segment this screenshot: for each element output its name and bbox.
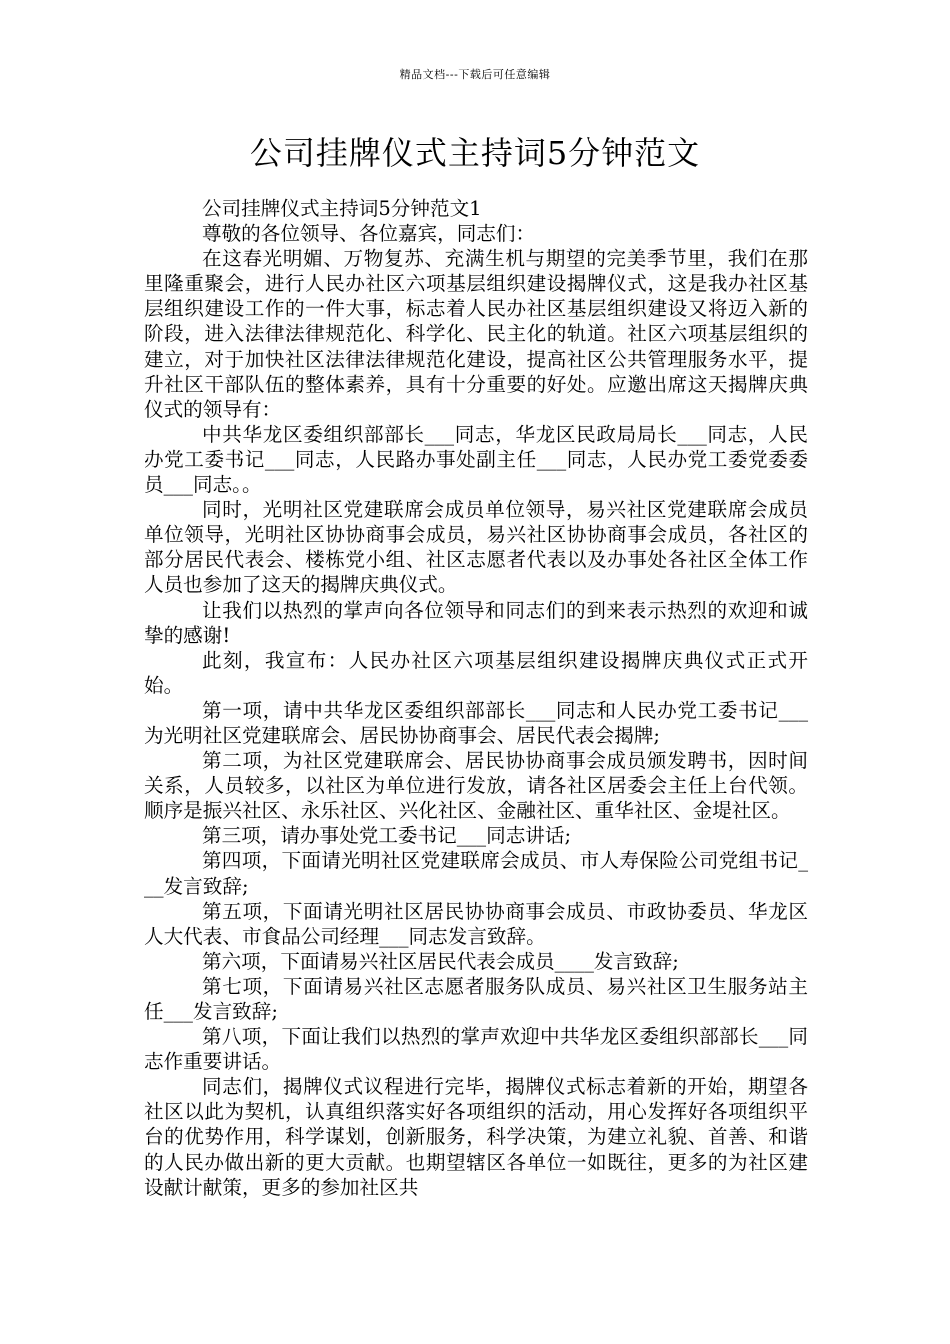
paragraph: 同时，光明社区党建联席会成员单位领导，易兴社区党建联席会成员单位领导，光明社区协协商事会成员，易兴社区协协商事会成员，各社区的部分居民代表会、楼栋党小组、社区志愿者代表以及办事处各社区全体工作人员也参加了这天的揭牌庆典仪式。 [144,498,808,597]
paragraph-subtitle: 公司挂牌仪式主持词5分钟范文1 [202,197,482,220]
paragraph: 此刻，我宣布：人民办社区六项基层组织建设揭牌庆典仪式正式开始。 [144,648,808,697]
paragraph-item-2: 第二项，为社区党建联席会、居民协协商事会成员颁发聘书，因时间关系，人员较多，以社区为单位进行发放，请各社区居委会主任上台代领。顺序是振兴社区、永乐社区、兴化社区、金融社区、重华社区、金堤社区。 [144,749,808,823]
paragraph: 在这春光明媚、万物复苏、充满生机与期望的完美季节里，我们在那里隆重聚会，进行人民办社区六项基层组织建设揭牌仪式，这是我办社区基层组织建设工作的一件大事，标志着人民办社区基层组织建设又将迈入新的阶段，进入法律法律规范化、科学化、民主化的轨道。社区六项基层组织的建立，对于加快社区法律法律规范化建设，提高社区公共管理服务水平，提升社区干部队伍的整体素养，具有十分重要的好处。应邀出席这天揭牌庆典仪式的领导有： [144,247,808,421]
paragraph: 中共华龙区委组织部部长___同志，华龙区民政局局长___同志，人民办党工委书记___同志，人民路办事处副主任___同志，人民办党工委党委委员___同志。。 [144,422,808,497]
paragraph-item-5: 第五项，下面请光明社区居民协协商事会成员、市政协委员、华龙区人大代表、市食品公司经理___同志发言致辞。 [144,899,808,948]
paragraph-item-6: 第六项，下面请易兴社区居民代表会成员____发言致辞; [202,949,679,973]
header-note: 精品文档---下载后可任意编辑 [399,68,551,81]
paragraph-item-1: 第一项，请中共华龙区委组织部部长___同志和人民办党工委书记___为光明社区党建联席会、居民协协商事会、居民代表会揭牌; [144,698,808,747]
paragraph-closing: 同志们，揭牌仪式议程进行完毕，揭牌仪式标志着新的开始，期望各社区以此为契机，认真组织落实好各项组织的活动，用心发挥好各项组织平台的优势作用，科学谋划，创新服务，科学决策，为建立礼貌、首善、和谐的人民办做出新的更大贡献。也期望辖区各单位一如既往，更多的为社区建设献计献策，更多的参加社区共 [144,1075,808,1199]
document-body [144,196,808,1200]
paragraph-greeting: 尊敬的各位领导、各位嘉宾，同志们： [202,222,536,246]
paragraph-item-3: 第三项，请办事处党工委书记___同志讲话; [202,824,572,848]
paragraph-item-8: 第八项，下面让我们以热烈的掌声欢迎中共华龙区委组织部部长___同志作重要讲话。 [144,1025,808,1074]
paragraph-item-4: 第四项，下面请光明社区党建联席会成员、市人寿保险公司党组书记___发言致辞; [144,849,808,898]
paragraph: 让我们以热烈的掌声向各位领导和同志们的到来表示热烈的欢迎和诚挚的感谢! [144,598,808,647]
paragraph-item-7: 第七项，下面请易兴社区志愿者服务队成员、易兴社区卫生服务站主任___发言致辞; [144,974,808,1023]
document-title: 公司挂牌仪式主持词5分钟范文 [249,134,701,172]
